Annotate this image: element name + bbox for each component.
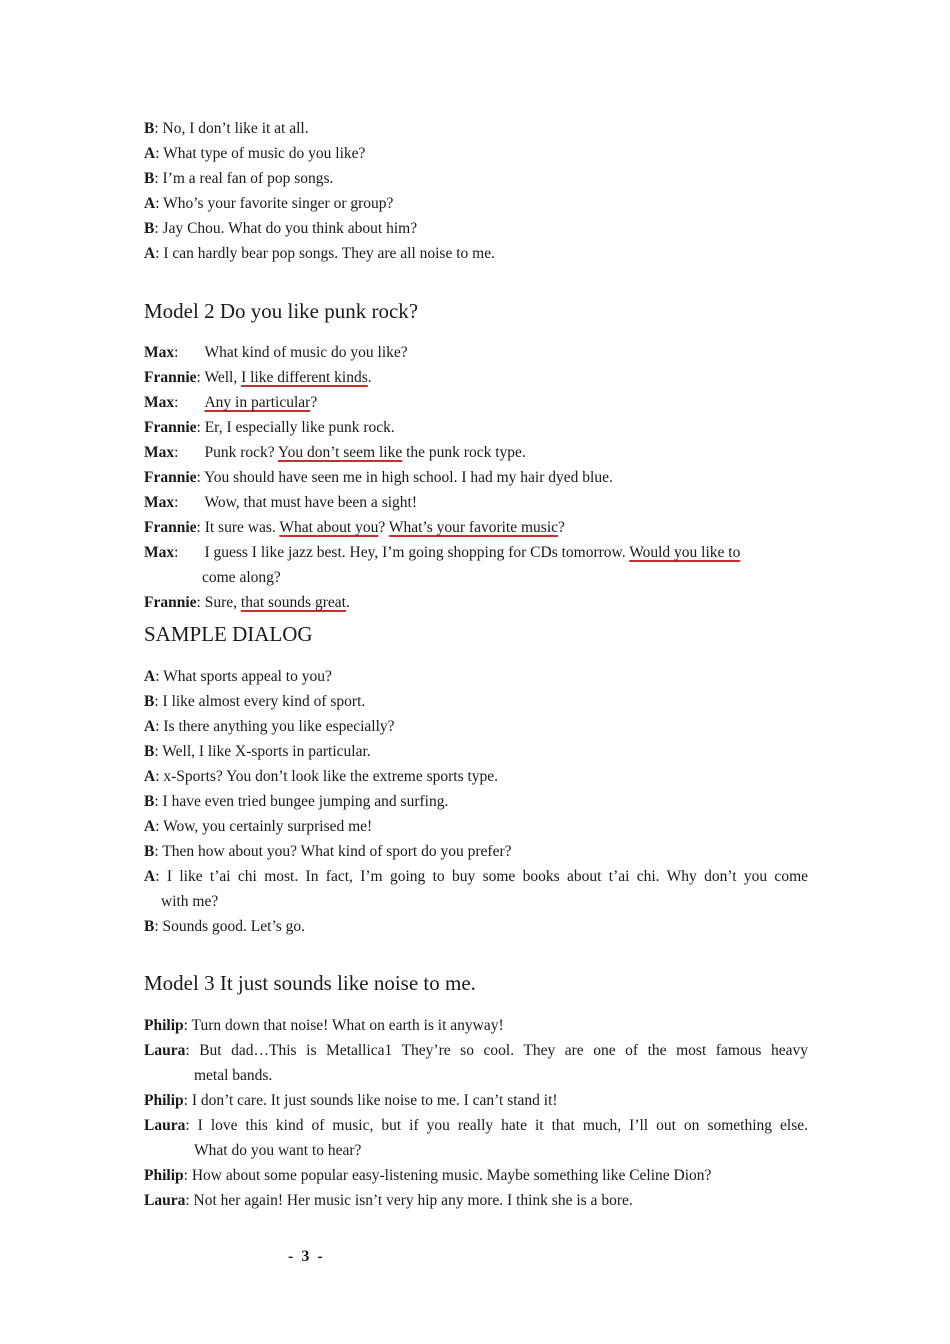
underlined-phrase: You don’t seem like [277,444,403,461]
dialog-line: Laura: But dad…This is Metallica1 They’re so cool. They are one of the most famous heavy [144,1042,808,1059]
dialog-line: B: I like almost every kind of sport. [144,693,366,710]
section-heading-model-2: Model 2 Do you like punk rock? [144,299,419,323]
dialog-line: Laura: I love this kind of music, but if you really hate it that much, I’ll out on something else. [144,1117,809,1134]
underlined-phrase: Any in particular [204,394,311,411]
underlined-phrase: that sounds great [240,594,346,611]
dialog-line: Frannie: It sure was. What about you? What’s your favorite music? [144,519,565,536]
dialog-line: B: No, I don’t like it at all. [144,120,309,137]
dialog-line: A: What type of music do you like? [144,145,366,162]
page-number: - 3 - [288,1248,325,1265]
dialog-line: B: Sounds good. Let’s go. [144,918,306,935]
underlined-phrase: What about you [279,519,379,536]
dialog-line: Philip: Turn down that noise! What on earth is it anyway! [144,1017,504,1034]
dialog-line-continuation: metal bands. [194,1067,273,1084]
dialog-line: A: Wow, you certainly surprised me! [144,818,373,835]
dialog-line: A: x-Sports? You don’t look like the extreme sports type. [144,768,499,785]
dialog-line-continuation: come along? [202,569,281,586]
dialog-line: A: What sports appeal to you? [144,668,332,685]
dialog-line: Max: Punk rock? You don’t seem like the punk rock type. [144,444,526,461]
dialog-line: A: Is there anything you like especially? [144,718,395,735]
underlined-phrase: I like different kinds [241,369,368,386]
dialog-line: A: I can hardly bear pop songs. They are all noise to me. [144,245,495,262]
dialog-line: B: Then how about you? What kind of sport do you prefer? [144,843,512,860]
dialog-line: Frannie: You should have seen me in high school. I had my hair dyed blue. [144,469,613,486]
dialog-line: Max: Wow, that must have been a sight! [144,494,417,511]
dialog-line: Laura: Not her again! Her music isn’t very hip any more. I think she is a bore. [144,1192,633,1209]
dialog-line: B: I’m a real fan of pop songs. [144,170,334,187]
dialog-line: Max: What kind of music do you like? [144,344,408,361]
dialog-line-continuation: with me? [161,893,219,910]
dialog-line: Frannie: Sure, that sounds great. [144,594,350,611]
dialog-line: A: Who’s your favorite singer or group? [144,195,394,212]
dialog-line: Max: Any in particular? [144,394,318,411]
dialog-line: B: Jay Chou. What do you think about him? [144,220,418,237]
dialog-line: A: I like t’ai chi most. In fact, I’m going to buy some books about t’ai chi. Why don’t you come [144,868,809,885]
dialog-line: B: I have even tried bungee jumping and surfing. [144,793,449,810]
dialog-line: Max: I guess I like jazz best. Hey, I’m going shopping for CDs tomorrow. Would you like to [144,544,741,561]
dialog-line-continuation: What do you want to hear? [194,1142,362,1159]
dialog-line: Philip: I don’t care. It just sounds like noise to me. I can’t stand it! [144,1092,558,1109]
underlined-phrase: What’s your favorite music [388,519,559,536]
dialog-line: Frannie: Well, I like different kinds. [144,369,372,386]
dialog-line: Frannie: Er, I especially like punk rock. [144,419,395,436]
dialog-line: B: Well, I like X-sports in particular. [144,743,371,760]
section-heading-sample-dialog: SAMPLE DIALOG [144,622,313,646]
underlined-phrase: Would you like to [629,544,741,561]
dialog-line: Philip: How about some popular easy-listening music. Maybe something like Celine Dion? [144,1167,712,1184]
section-heading-model-3: Model 3 It just sounds like noise to me. [144,971,476,995]
